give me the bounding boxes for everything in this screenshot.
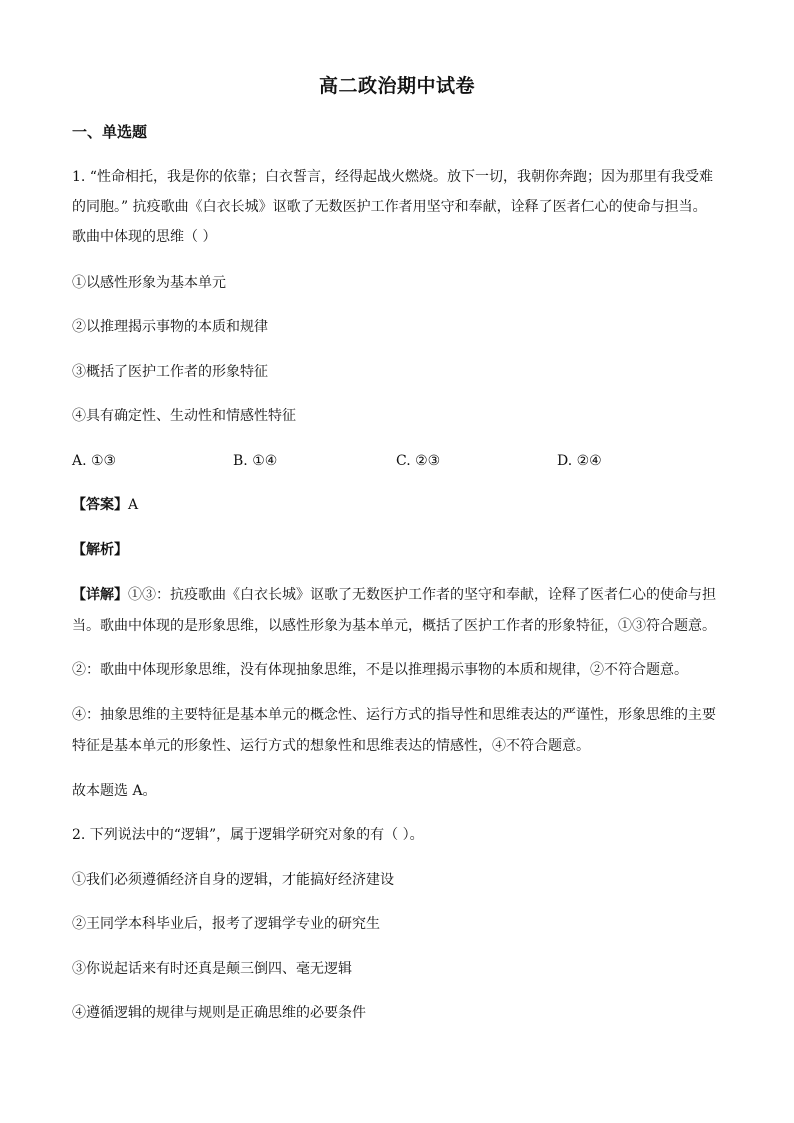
q1-conclusion: 故本题选 A。 bbox=[72, 783, 157, 799]
q1-detail-line-5: 特征是基本单元的形象性、运行方式的想象性和思维表达的情感性，④不符合题意。 bbox=[72, 738, 590, 754]
q1-stem-line-3: 歌曲中体现的思维（ ） bbox=[72, 229, 217, 245]
q1-option-1: ①以感性形象为基本单元 bbox=[72, 275, 226, 291]
q1-option-3: ③概括了医护工作者的形象特征 bbox=[72, 364, 268, 380]
q1-option-2: ②以推理揭示事物的本质和规律 bbox=[72, 319, 268, 335]
q2-option-4: ④遵循逻辑的规律与规则是正确思维的必要条件 bbox=[72, 1005, 366, 1021]
q1-detail-line-1 bbox=[72, 585, 716, 605]
detail-label: 【详解】 bbox=[72, 587, 128, 603]
page-title: 高二政治期中试卷 bbox=[318, 75, 475, 97]
q1-detail-line-4: ④：抽象思维的主要特征是基本单元的概念性、运行方式的指导性和思维表达的严谨性，形象思维的主要 bbox=[72, 707, 716, 723]
q1-option-4: ④具有确定性、生动性和情感性特征 bbox=[72, 408, 296, 424]
q1-choice-c: C. ②③ bbox=[396, 453, 441, 469]
q2-stem: 2. 下列说法中的“逻辑”，属于逻辑学研究对象的有（ ）。 bbox=[72, 827, 424, 843]
q1-detail-line-2: 当。歌曲中体现的是形象思维，以感性形象为基本单元，概括了医护工作者的形象特征，①③符合题意。 bbox=[72, 618, 716, 634]
q2-option-3: ③你说起话来有时还真是颠三倒四、毫无逻辑 bbox=[72, 961, 352, 977]
q1-stem-line-1: 1. “性命相托，我是你的依靠；白衣誓言，经得起战火燃烧。放下一切，我朝你奔跑；因为那里有我受难 bbox=[72, 169, 713, 185]
q2-option-1: ①我们必须遵循经济自身的逻辑，才能搞好经济建设 bbox=[72, 872, 394, 888]
analysis-label: 【解析】 bbox=[72, 542, 128, 558]
answer-label: 【答案】 bbox=[72, 497, 128, 513]
q1-answer bbox=[72, 495, 138, 515]
q1-choice-b: B. ①④ bbox=[233, 453, 278, 469]
detail-text-1: ①③：抗疫歌曲《白衣长城》讴歌了无数医护工作者的坚守和奉献，诠释了医者仁心的使命与担 bbox=[128, 587, 716, 603]
answer-value: A bbox=[128, 497, 139, 513]
q1-choice-a: A. ①③ bbox=[72, 453, 117, 469]
q2-option-2: ②王同学本科毕业后，报考了逻辑学专业的研究生 bbox=[72, 916, 380, 932]
q1-stem-line-2: 的同胞。” 抗疫歌曲《白衣长城》讴歌了无数医护工作者用坚守和奉献，诠释了医者仁心的使命与担当。 bbox=[72, 199, 707, 215]
q1-choice-d: D. ②④ bbox=[557, 453, 602, 469]
section-heading: 一、单选题 bbox=[72, 123, 148, 141]
q1-detail-line-3: ②：歌曲中体现形象思维，没有体现抽象思维，不是以推理揭示事物的本质和规律，②不符合题意。 bbox=[72, 662, 688, 678]
